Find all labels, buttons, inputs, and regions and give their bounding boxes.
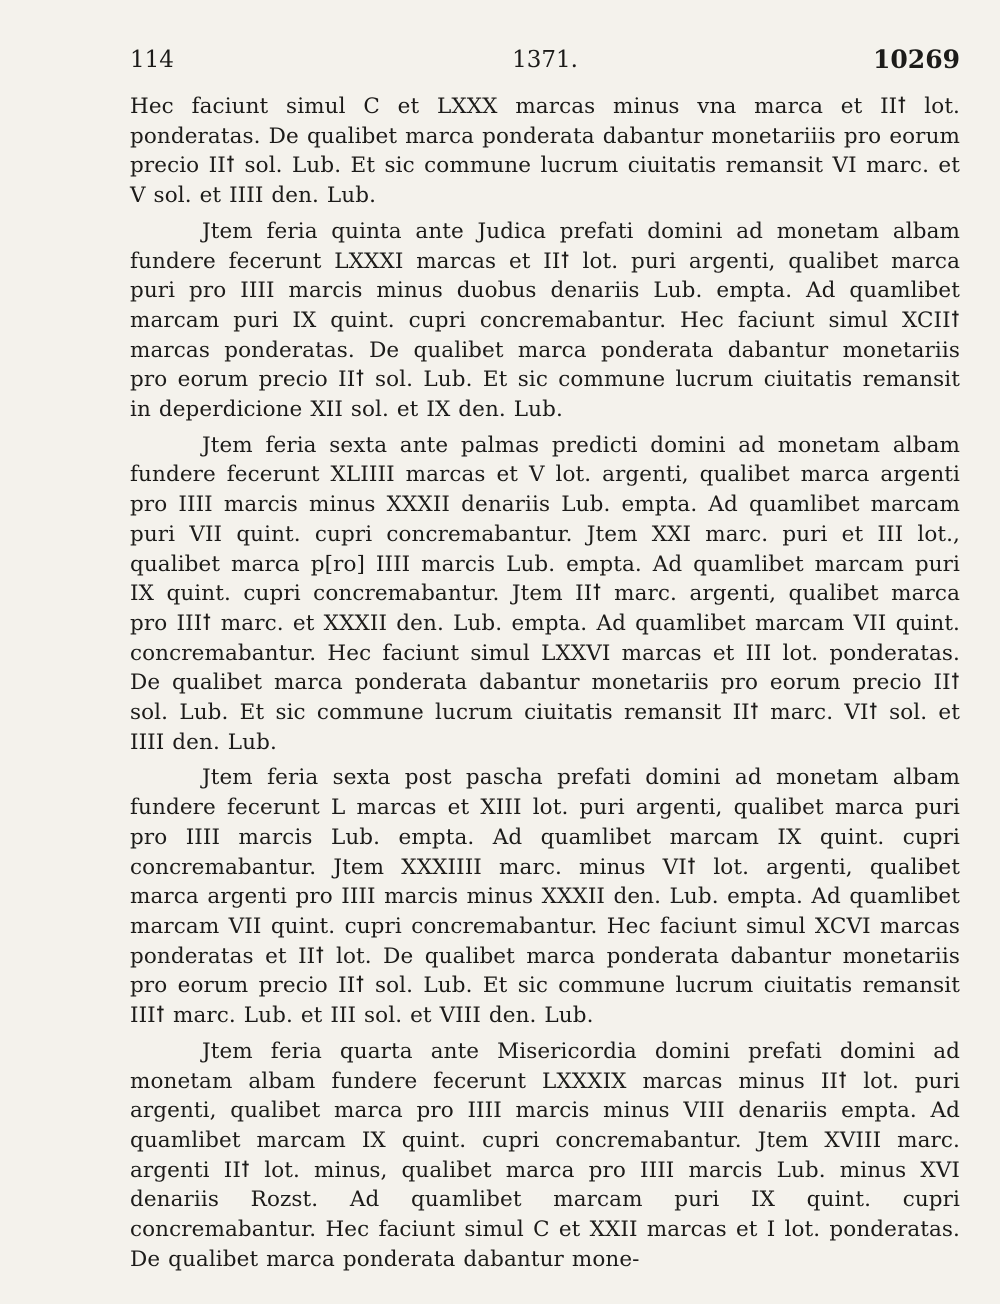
paragraph-continuation: Hec faciunt simul C et LXXX marcas minus vna marca et IIꝉ lot. ponderatas. De qualibet marca ponderata dabantur monetariiis pro eorum precio IIꝉ sol. Lub. Et sic commune lucrum ciuitatis remansit VI marc. et V sol. et IIII den. Lub. [130, 94, 960, 209]
paragraph-judica: Jtem feria quinta ante Judica prefati domini ad monetam albam fundere fecerunt LXXXI marcas et IIꝉ lot. puri argenti, qualibet marca puri pro IIII marcis minus duobus denariis Lub. empta. Ad quamlibet marcam puri IX quint. cupri concremabantur. Hec faciunt simul XCIIꝉ marcas ponderatas. De qualibet marca ponderata dabantur monetariis pro eorum precio IIꝉ sol. Lub. Et sic commune lucrum ciuitatis remansit in deperdicione XII sol. et IX den. Lub. [130, 218, 960, 423]
document-number: 10269 [873, 45, 960, 74]
page-number: 114 [130, 47, 174, 73]
paragraph-pascha: Jtem feria sexta post pascha prefati domini ad monetam albam fundere fecerunt L marcas et XIII lot. puri argenti, qualibet marca puri pro IIII marcis Lub. empta. Ad quamlibet marcam IX quint. cupri concremabantur. Jtem XXXIIII marc. minus VIꝉ lot. argenti, qualibet marca argenti pro IIII marcis minus XXXII den. Lub. empta. Ad quamlibet marcam VII quint. cupri concremabantur. Hec faciunt simul XCVI marcas ponderatas et IIꝉ lot. De qualibet marca ponderata dabantur monetariis pro eorum precio IIꝉ sol. Lub. Et sic commune lucrum ciuitatis remansit IIIꝉ marc. Lub. et III sol. et VIII den. Lub. [130, 765, 960, 1029]
year-heading: 1371. [512, 47, 578, 73]
page-header [130, 40, 960, 80]
body-text [130, 92, 960, 1274]
paragraph-palmas: Jtem feria sexta ante palmas predicti domini ad monetam albam fundere fecerunt XLIIII marcas et V lot. argenti, qualibet marca argenti pro IIII marcis minus XXXII denariis Lub. empta. Ad quamlibet marcam puri VII quint. cupri concremabantur. Jtem XXI marc. puri et III lot., qualibet marca p[ro] IIII marcis Lub. empta. Ad quamlibet marcam puri IX quint. cupri concremabantur. Jtem IIꝉ marc. argenti, qualibet marca pro IIIꝉ marc. et XXXII den. Lub. empta. Ad quamlibet marcam VII quint. concremabantur. Hec faciunt simul LXXVI marcas et III lot. ponderatas. De qualibet marca ponderata dabantur monetariis pro eorum precio IIꝉ sol. Lub. Et sic commune lucrum ciuitatis remansit IIꝉ marc. VIꝉ sol. et IIII den. Lub. [130, 432, 960, 755]
paragraph-misericordia: Jtem feria quarta ante Misericordia domini prefati domini ad monetam albam fundere fecerunt LXXXIX marcas minus IIꝉ lot. puri argenti, qualibet marca pro IIII marcis minus VIII denariis empta. Ad quamlibet marcam IX quint. cupri concremabantur. Jtem XVIII marc. argenti IIꝉ lot. minus, qualibet marca pro IIII marcis Lub. minus XVI denariis Rozst. Ad quamlibet marcam puri IX quint. cupri concremabantur. Hec faciunt simul C et XXII marcas et I lot. ponderatas. De qualibet marca ponderata dabantur mone- [130, 1038, 960, 1272]
